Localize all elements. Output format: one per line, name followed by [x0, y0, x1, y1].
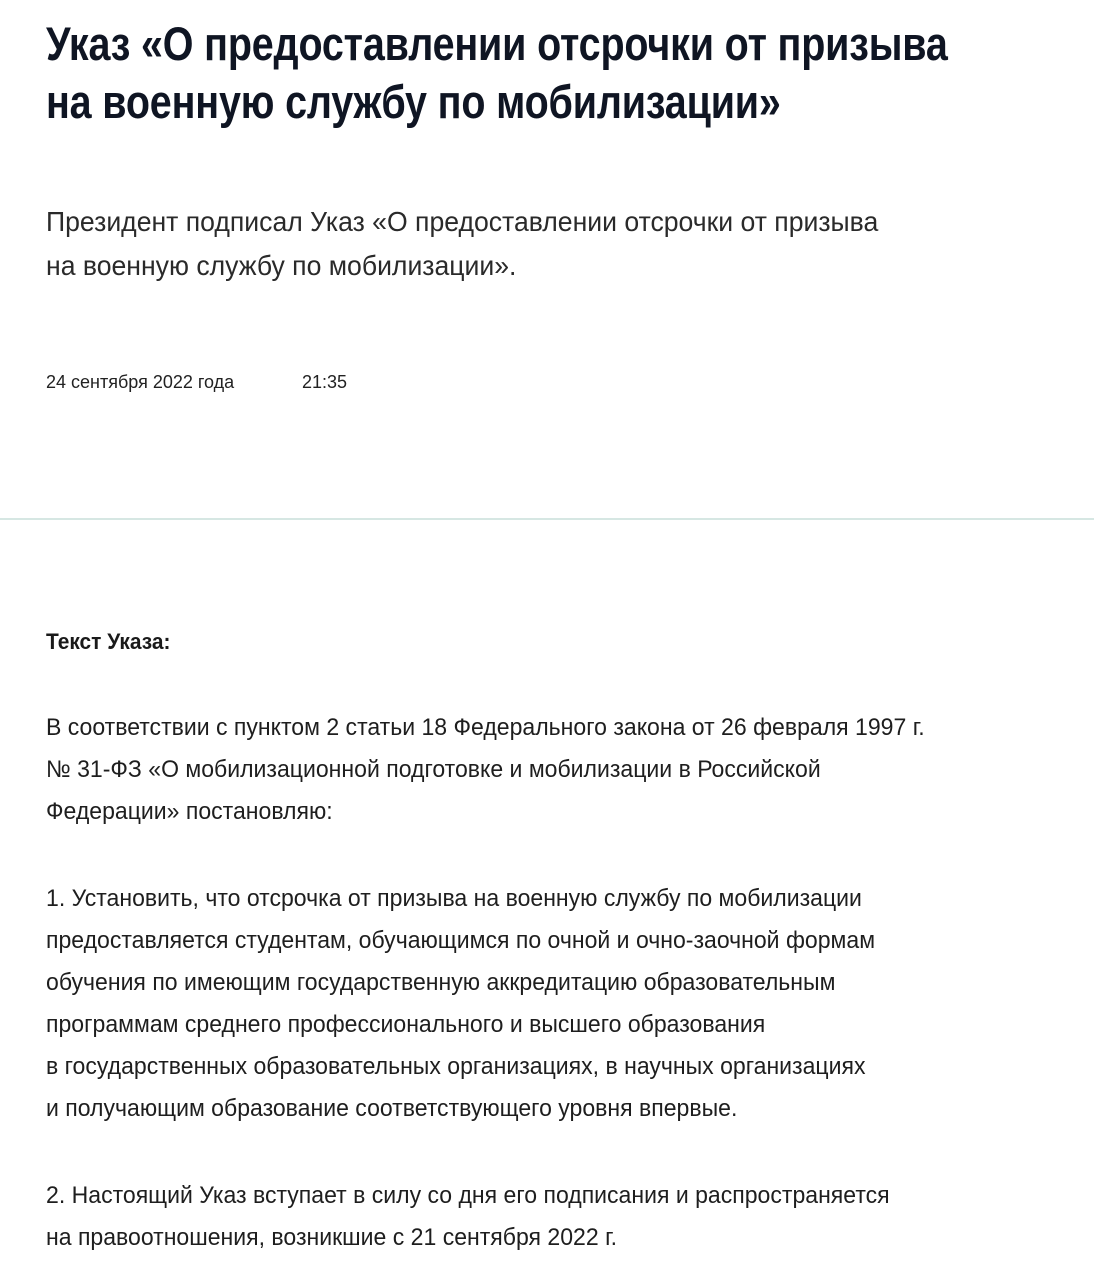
- text-line: в государственных образовательных организациях, в научных организациях: [46, 1053, 866, 1080]
- publication-time: 21:35: [302, 372, 348, 392]
- lead-line: Президент подписал Указ «О предоставлении отсрочки от призыва: [46, 206, 879, 237]
- text-line: 1. Установить, что отсрочка от призыва на военную службу по мобилизации: [46, 885, 862, 912]
- title-line: на военную службу по мобилизации»: [46, 75, 781, 128]
- text-line: программам среднего профессионального и высшего образования: [46, 1011, 766, 1038]
- text-line: и получающим образование соответствующего уровня впервые.: [46, 1095, 738, 1122]
- text-line: В соответствии с пунктом 2 статьи 18 Федерального закона от 26 февраля 1997 г.: [46, 714, 925, 741]
- title-line: Указ «О предоставлении отсрочки от призыва: [46, 17, 948, 70]
- decree-text-heading: Текст Указа:: [46, 629, 171, 654]
- text-line: обучения по имеющим государственную аккредитацию образовательным: [46, 969, 836, 996]
- text-line: предоставляется студентам, обучающимся по очной и очно-заочной формам: [46, 927, 876, 954]
- lead-line: на военную службу по мобилизации».: [46, 250, 517, 281]
- publication-date: 24 сентября 2022 года: [46, 372, 235, 392]
- divider: [0, 518, 1094, 520]
- text-line: № 31-ФЗ «О мобилизационной подготовке и мобилизации в Российской: [46, 756, 821, 783]
- text-line: 2. Настоящий Указ вступает в силу со дня его подписания и распространяется: [46, 1182, 890, 1209]
- text-line: на правоотношения, возникшие с 21 сентября 2022 г.: [46, 1224, 618, 1251]
- text-line: Федерации» постановляю:: [46, 798, 333, 825]
